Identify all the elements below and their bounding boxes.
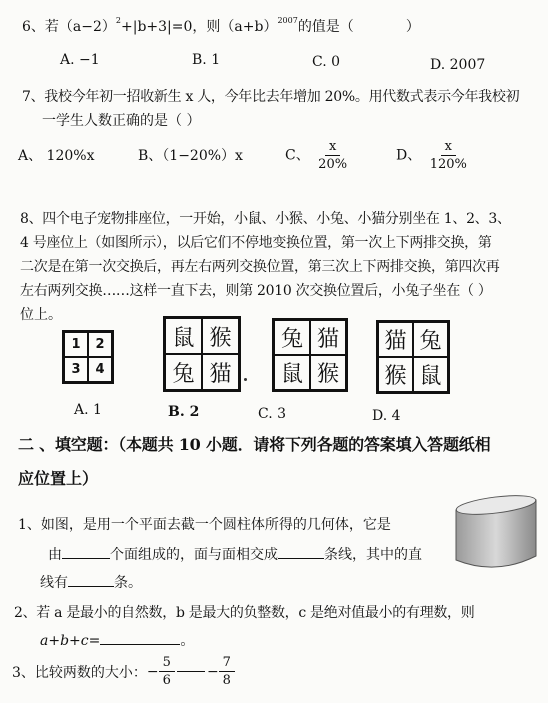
f2-line-2: a+b+c= 。 <box>40 633 195 649</box>
f3-fraction-1: $\frac{5}{6}$ <box>159 656 175 687</box>
grid-a-cell: 3 <box>64 357 88 382</box>
q6-stem: 6、若$(a-2)^2+|b+3|=0$，则$(a+b)^{2007}$的值是（ ） <box>22 16 420 35</box>
grid-d-cell: 猴 <box>378 357 413 392</box>
grid-c-cell: 鼠 <box>274 355 310 390</box>
q7-option-a: A、 120%x <box>18 148 95 164</box>
grid-d-cell: 鼠 <box>413 357 448 392</box>
f1-line-1: 1、如图，是用一个平面去截一个圆柱体所得的几何体，它是 <box>18 517 391 533</box>
f3-fraction-2: $\frac{7}{8}$ <box>219 656 235 687</box>
seat-grid-c <box>272 318 348 392</box>
section-2-heading-cont: 应位置上） <box>18 469 99 488</box>
q6-option-a: A. −1 <box>60 52 100 68</box>
q8-option-b: B. 2 <box>168 404 200 420</box>
grid-d-cell: 猫 <box>378 322 413 357</box>
q8-option-a: A. 1 <box>74 402 102 418</box>
q6-option-b: B. 1 <box>192 52 221 68</box>
q7-option-c-fraction: $\frac{x}{20\%}$ <box>318 139 348 172</box>
q7-line-2: 一学生人数正确的是（ ） <box>42 113 201 129</box>
f3-compare: 3、比较两数的大小： − $\frac{5}{6}$ − $\frac{7}{8}$ <box>12 656 235 687</box>
grid-c-cell: 兔 <box>274 320 310 355</box>
q8-line-4: 左右两列交换……这样一直下去，则第 2010 次交换位置后，小兔子坐在（ ） <box>20 283 492 299</box>
seat-grid-d <box>376 320 450 394</box>
q8-option-c: C. 3 <box>258 406 287 422</box>
q7-option-b: B、（1−20%）x <box>138 148 243 164</box>
q8-line-3: 二次是在第一次交换后，再左右两列交换位置，第三次上下两排交换，第四次再 <box>20 259 500 275</box>
q7-option-d-fraction: $\frac{x}{120\%}$ <box>429 139 467 172</box>
q7-line-1: 7、我校今年初一招收新生 x 人，今年比去年增加 20%。用代数式表示今年我校初 <box>22 89 520 105</box>
f1-line-3: 线有 条。 <box>40 575 142 591</box>
seat-grid-a <box>62 330 114 384</box>
q7-option-d: D、 $\frac{x}{120\%}$ <box>396 140 471 171</box>
stray-dot <box>244 378 247 381</box>
f2-blank[interactable] <box>100 644 180 645</box>
grid-d-cell: 兔 <box>413 322 448 357</box>
f1-blank-faces[interactable] <box>62 558 110 559</box>
f1-blank-lines[interactable] <box>278 558 324 559</box>
grid-a-cell: 1 <box>64 332 88 357</box>
q8-line-5: 位上。 <box>20 307 62 323</box>
q8-line-1: 8、四个电子宠物排座位，一开始，小鼠、小猴、小兔、小猫分别坐在 1、2、3、 <box>20 211 511 227</box>
q8-line-2: 4 号座位上（如图所示），以后它们不停地变换位置，第一次上下两排交换，第 <box>20 235 492 251</box>
grid-a-cell: 4 <box>88 357 112 382</box>
grid-b-cell: 鼠 <box>165 318 202 354</box>
f1-line-2: 由 个面组成的，面与面相交成 条线，其中的直 <box>48 547 422 563</box>
seat-grid-b <box>163 316 241 392</box>
grid-b-cell: 猴 <box>202 318 239 354</box>
q8-option-d: D. 4 <box>372 408 401 424</box>
cut-cylinder-figure <box>450 492 542 572</box>
grid-b-cell: 猫 <box>202 354 239 390</box>
grid-b-cell: 兔 <box>165 354 202 390</box>
f1-blank-straight[interactable] <box>68 586 114 587</box>
grid-c-cell: 猫 <box>310 320 346 355</box>
q6-option-d: D. 2007 <box>430 57 486 73</box>
grid-a-cell: 2 <box>88 332 112 357</box>
grid-c-cell: 猴 <box>310 355 346 390</box>
f2-line-1: 2、若 a 是最小的自然数，b 是最大的负整数，c 是绝对值最小的有理数，则 <box>14 605 475 621</box>
section-2-heading: 二 、填空题：（本题共 10 小题．请将下列各题的答案填入答题纸相 <box>18 435 491 454</box>
q6-option-c: C. 0 <box>312 54 341 70</box>
q7-option-c: C、 $\frac{x}{20\%}$ <box>285 140 351 171</box>
f3-blank[interactable] <box>177 671 205 672</box>
